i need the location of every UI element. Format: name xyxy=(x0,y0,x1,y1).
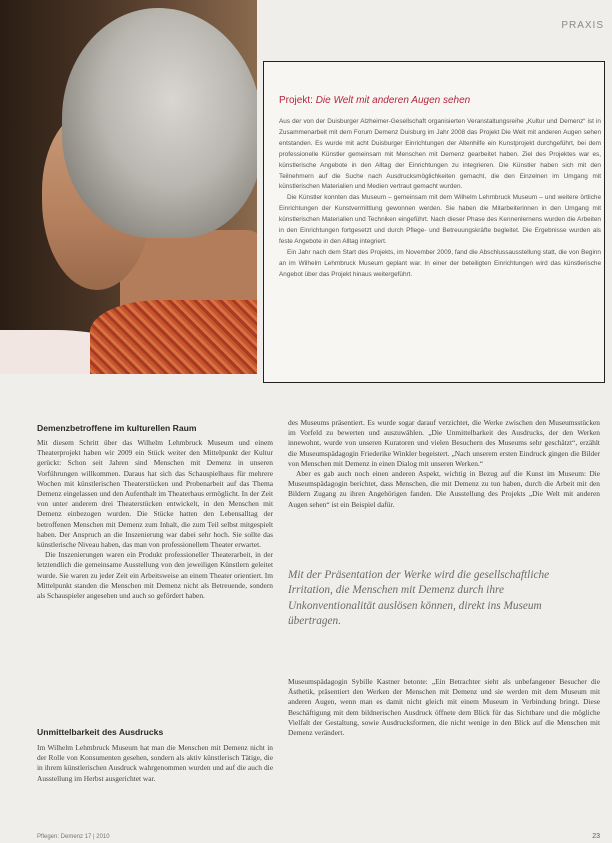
right-paragraph: Museumspädagogin Sybille Kastner betonte: „Ein Betrachter sieht als unbefangener Besucher die Ästhetik, präsentiert den Werken der Menschen mit Demenz und sie werden mit dem Museum mit anderen Augen, wenn man es damit nicht gleich mit einem Museum in Verbindung bringt. Diese Beschäftigung mit dem bildnerischen Ausdruck öffnete dem Blick für das Sichtbare und die mögliche Vielfalt der Gestaltung, sowie Ausdrucksformen, die nicht wenige in den Blick auf die Menschen mit Demenz verändert. xyxy=(288,677,600,738)
left-column-text-2 xyxy=(37,743,273,784)
journal-footer: Pflegen: Demenz 17 | 2010 xyxy=(37,834,110,840)
left-column-text-1 xyxy=(37,438,273,601)
project-box-text xyxy=(279,117,601,281)
project-box-paragraph: Aus der von der Duisburger Alzheimer-Gesellschaft organisierten Veranstaltungsreihe „Kultur und Demenz“ ist in Zusammenarbeit mit dem Forum Demenz Duisburg im Jahr 2008 das Projekt Die Welt mit anderen Augen sehen entstanden. Es wurde mit acht Duisburger Einrichtungen der Altenhilfe ein Kunstprojekt durchgeführt, bei dem professionelle Künstler gemeinsam mit Menschen mit Demenz gearbeitet haben. Ziel des Projektes war es, künstlerische Angebote in den Alltag der Einrichtungen zu integrieren. Die Künstler haben sich mit den Teilnehmern auf die Suche nach Ausdrucksmöglichkeiten gemacht, die den Einzelnen im Umgang mit künstlerischen Materialien und Medien vertraut gemacht wurden. xyxy=(279,118,601,191)
left-heading-1: Demenzbetroffene im kulturellen Raum xyxy=(37,423,197,433)
section-label: PRAXIS xyxy=(561,20,604,31)
left-heading-2: Unmittelbarkeit des Ausdrucks xyxy=(37,727,164,737)
project-box-title-prefix: Projekt: xyxy=(279,95,313,106)
photo-elderly-woman xyxy=(0,0,257,374)
right-paragraph: Aber es gab auch noch einen anderen Aspekt, wichtig in Bezug auf die Kunst im Museum: Die Museumspädagogin berichtet, dass Menschen, die mit Demenz zu tun haben, durch die Arbeit mit den Bildern Zugang zu ihren Angehörigen fanden. Die Ausstellung des Projekts „Die Welt mit anderen Augen sehen“ ist ein Beispiel dafür. xyxy=(288,469,600,509)
right-column-text-2 xyxy=(288,677,600,738)
photo-hair xyxy=(62,8,257,238)
project-box-paragraph: Die Künstler konnten das Museum – gemeinsam mit dem Wilhelm Lehmbruck Museum – und weitere örtliche Einrichtungen der Kunstvermittlung gewonnen werden. Sie haben die Mitarbeiterinnen in den Umgang mit künstlerischen Materialien und Techniken eingeführt. Nach dieser Phase des Kennenlernens wurden die Arbeiten in den Einrichtungen fortgesetzt und durch Pflege- und Betreuungskräfte begleitet. Die Ergebnisse wurden als feste Angebote in den Alltag integriert. xyxy=(279,194,601,245)
project-box-title xyxy=(279,95,470,106)
page-number: 23 xyxy=(592,833,600,840)
project-box-title-italic: Die Welt mit anderen Augen sehen xyxy=(315,95,471,106)
left-paragraph: Die Inszenierungen waren ein Produkt professioneller Theaterarbeit, in der letztendlich die gemeinsame Ausstellung von den jeweiligen Künstlern geleitet wurde. Sie waren zu jeder Zeit ein Arbeitsweise an einem Theater orientiert. Im Mittelpunkt standen die Menschen mit Demenz nicht als Betreuende, sondern als Schauspieler angesehen und auch so gefördert haben. xyxy=(37,550,273,601)
pull-quote: Mit der Präsentation der Werke wird die gesellschaftliche Irritation, die Menschen mit Demenz durch ihre Unkonventionalität auslösen können, direkt ins Museum übertragen. xyxy=(288,569,550,628)
left-paragraph: Im Wilhelm Lehmbruck Museum hat man die Menschen mit Demenz nicht in der Rolle von Konsumenten gesehen, sondern als aktiv künstlerisch Tätige, die in ihrem künstlerischen Ausdruck wahrgenommen wurden und auf die auch die Ausstellung im Herbst ausgerichtet war. xyxy=(37,743,273,783)
project-box-paragraph: Ein Jahr nach dem Start des Projekts, im November 2009, fand die Abschlussausstellung statt, die von Beginn an im Wilhelm Lehmbruck Museum geplant war. In einer der beteiligten Einrichtungen wird das künstlerische Angebot über das Projekt hinaus weitergeführt. xyxy=(279,248,601,278)
right-paragraph: des Museums präsentiert. Es wurde sogar darauf verzichtet, die Werke zwischen den Museumsstücken im Vorfeld zu bewerten und auszuwählen. „Die Unmittelbarkeit des Ausdrucks, der den Werken innewohnt, wurde von unseren Kuratoren und vielen Besuchern des Museums sehr geschätzt“, erzählt die Museumspädagogin Friederike Winkler begeistert. „Nach unserem ersten Eindruck gingen die Bilder von Menschen mit Demenz in einen Dialog mit unseren Werken.“ xyxy=(288,418,600,468)
left-paragraph: Mit diesem Schritt über das Wilhelm Lehmbruck Museum und einem Theaterprojekt haben wir 2009 ein Stück weiter den Mittelpunkt der Kultur gerückt: Schon seit Jahren sind Menschen mit Demenz in unseren Vorführungen willkommen. Daraus hat sich das Schauspielhaus für mehrere Wochen mit künstlerischen Theaterstücken und Probenarbeit auf das Thema Demenz eingelassen und den Aufenthalt im Theaterhaus ermöglicht. In der Zeit von unter anderem drei Theaterstücken entwickelt, in den Menschen mit Demenz einbezogen wurden. Die Stücke hatten den Lebensalltag der betroffenen Menschen mit Demenz zum Inhalt, die zum Teil selbst mitgespielt haben. Der Anspruch an die Inszenierung war dabei sehr hoch. Sie sollte das künstlerische Niveau haben, das man von professionellem Theater erwartet. xyxy=(37,438,273,550)
photo-scarf xyxy=(90,300,257,374)
right-column-text-1 xyxy=(288,418,600,510)
